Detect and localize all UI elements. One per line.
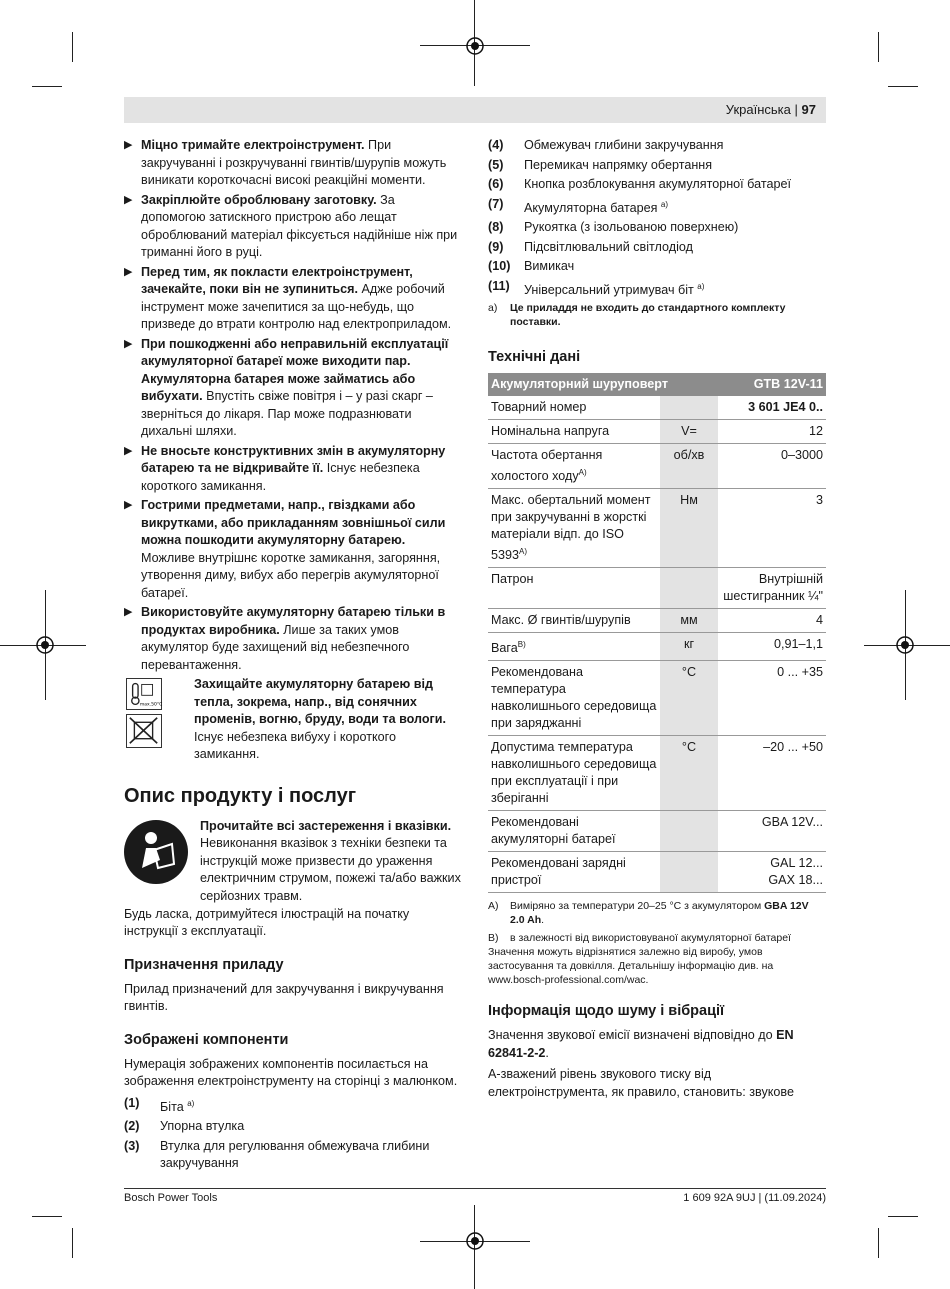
- bullet-text: Впустіть свіже повітря і – у разі скарг – зверніться до лікаря. Пар може подразнювати дихальні шляхи.: [141, 389, 433, 438]
- warning-bullet: [124, 264, 462, 334]
- no-water-icon: [126, 714, 162, 748]
- right-column: [488, 137, 826, 1105]
- component-label-text: Біта: [160, 1099, 184, 1114]
- row-unit: Нм: [660, 489, 718, 568]
- footer-rule: [124, 1188, 826, 1189]
- footnote-key: A): [488, 900, 499, 912]
- row-label-text: Рекомендована температура навколишнього середовища при заряджанні: [491, 665, 657, 730]
- page-number: 97: [801, 102, 816, 117]
- crop-mark: [878, 32, 879, 62]
- row-unit: мм: [660, 609, 718, 633]
- row-unit: °C: [660, 736, 718, 811]
- row-unit: об/хв: [660, 444, 718, 489]
- component-label: [524, 176, 791, 194]
- footnote-text: Виміряно за температури 20–25 °C з акумулятором: [510, 900, 765, 912]
- component-number: (11): [488, 278, 510, 293]
- page-header: [124, 97, 826, 123]
- noise-text-end: .: [545, 1045, 549, 1060]
- component-number: (3): [124, 1138, 140, 1153]
- header-label: [726, 102, 816, 117]
- footer-doc-id: 1 609 92A 9UJ | (11.09.2024): [683, 1192, 826, 1204]
- table-row: [488, 633, 826, 661]
- row-label: [488, 489, 660, 568]
- component-number: (5): [488, 157, 504, 172]
- bullet-text: Лише за таких умов акумулятор буде захищений від небезпечного перевантаження.: [141, 622, 410, 672]
- row-unit: [660, 568, 718, 609]
- footnote-key: a): [488, 302, 498, 314]
- arrow-icon: ▶: [124, 265, 133, 278]
- footnote-marker: A): [519, 547, 528, 556]
- component-label: [524, 137, 723, 155]
- component-label: [524, 219, 738, 237]
- footnote-marker: A): [578, 468, 587, 477]
- footnote-text: в залежності від використовуваної акумуляторної батареї: [510, 932, 791, 944]
- component-number: (9): [488, 239, 504, 254]
- component-label: [524, 196, 668, 218]
- row-label: [488, 811, 660, 852]
- row-label-text: Номінальна напруга: [491, 424, 610, 438]
- component-item: [488, 278, 826, 300]
- component-number: (2): [124, 1119, 140, 1133]
- component-label-text: Обмежувач глибини закручування: [524, 138, 724, 152]
- arrow-icon: ▶: [124, 337, 133, 350]
- row-label: [488, 420, 660, 444]
- row-label: [488, 736, 660, 811]
- table-header-model: GTB 12V-11: [718, 373, 826, 396]
- noise-text: Значення звукової емісії визначені відповідно до: [488, 1028, 777, 1042]
- component-label: [160, 1095, 194, 1117]
- bullet-text: При закручуванні і розкручуванні гвинтів/шурупів можуть виникати короткочасні високі реакційні моменти.: [141, 138, 447, 187]
- row-label-text: Макс. обертальний момент при закручуванні в жорсткі матеріали відп. до ISO 5393: [491, 493, 651, 562]
- component-label-text: Вимикач: [524, 259, 575, 273]
- table-row: [488, 489, 826, 568]
- bullet-text: Адже робочий інструмент може зачепитися за що-небудь, що призведе до втрати контролю над електроприладом.: [141, 282, 452, 331]
- bullet-bold: Перед тим, як покласти електроінструмент, зачекайте, поки він не зупиниться.: [141, 264, 413, 296]
- row-value: GBA 12V...: [718, 811, 826, 852]
- footnote-text: Це приладдя не входить до стандартного комплекту поставки.: [510, 302, 786, 328]
- warning-bullet: [124, 137, 462, 190]
- row-value: Внутрішній шестигранник ¼": [718, 568, 826, 609]
- crop-mark: [32, 86, 62, 87]
- read-instructions-block: [124, 818, 462, 906]
- noise-title: Інформація щодо шуму і вібрації: [488, 1003, 725, 1019]
- row-label: [488, 633, 660, 661]
- tech-data-table: [488, 373, 826, 893]
- component-label-text: Втулка для регулювання обмежувача глибини закручування: [160, 1138, 430, 1170]
- noise-text-1: [488, 1027, 826, 1062]
- bullet-bold: Гострими предметами, напр., гвіздками або викрутками, або прикладанням зовнішньої сили можна пошкодити акумуляторну батарею.: [141, 498, 446, 547]
- registration-mark-icon: [34, 634, 56, 656]
- components-intro: Нумерація зображених компонентів посилається на зображення електроінструменту на сторінці з малюнком.: [124, 1056, 458, 1088]
- component-number: (10): [488, 259, 511, 273]
- row-value: 4: [718, 609, 826, 633]
- table-footnotes: [488, 899, 826, 987]
- crop-mark: [72, 32, 73, 62]
- illustration-note: Будь ласка, дотримуйтеся ілюстрацій на початку інструкції з експлуатації.: [124, 906, 410, 938]
- table-header-label: Акумуляторний шуруповерт: [488, 373, 718, 396]
- row-label: [488, 444, 660, 489]
- row-label: [488, 609, 660, 633]
- left-column: [124, 137, 462, 1175]
- noise-standard: EN 62841-2-2: [488, 1028, 794, 1060]
- component-number: (4): [488, 138, 504, 152]
- footnote-marker: B): [517, 640, 526, 649]
- row-value: –20 ... +50: [718, 736, 826, 811]
- footnote-marker: a): [697, 281, 705, 291]
- component-label-text: Упорна втулка: [160, 1119, 245, 1133]
- bullet-bold: Закріплюйте оброблювану заготовку.: [141, 192, 377, 207]
- arrow-icon: ▶: [124, 444, 133, 457]
- row-label: [488, 396, 660, 420]
- table-footnote-a: [488, 899, 826, 927]
- row-value: 3 601 JE4 0..: [718, 396, 826, 420]
- footnote-battery: GBA 12V 2.0 Ah: [510, 900, 809, 926]
- warning-bullet: [124, 604, 462, 674]
- bullet-text: За допомогою затискного пристрою або лещат оброблюваний матеріал фіксується надійніше ніж при триманні його в руці.: [141, 192, 458, 259]
- read-bold: Прочитайте всі застереження і вказівки.: [200, 818, 452, 833]
- row-label: [488, 661, 660, 736]
- purpose-title: Призначення приладу: [124, 956, 284, 973]
- warning-bullet: [124, 497, 462, 602]
- bullet-text: Можливе внутрішнє коротке замикання, загоряння, утворення диму, вибух або перегрів акумуляторної батареї.: [141, 550, 441, 600]
- thermometer-icon: [126, 678, 162, 710]
- row-value: 3: [718, 489, 826, 568]
- component-label: [160, 1138, 462, 1173]
- component-number: (6): [488, 177, 504, 191]
- component-number: (8): [488, 220, 504, 234]
- arrow-icon: ▶: [124, 499, 133, 511]
- row-label: [488, 568, 660, 609]
- component-label-text: Акумуляторна батарея: [524, 200, 658, 215]
- row-label: [488, 852, 660, 893]
- table-row: [488, 396, 826, 420]
- component-item: [488, 219, 826, 237]
- component-item: [488, 239, 826, 257]
- table-footnote-b: [488, 931, 826, 945]
- component-number: (1): [124, 1095, 140, 1110]
- table-row: [488, 661, 826, 736]
- header-separator: |: [794, 102, 798, 117]
- warning-bullet: [124, 192, 462, 262]
- arrow-icon: ▶: [124, 606, 133, 618]
- table-row: [488, 852, 826, 893]
- components-title: Зображені компоненти: [124, 1031, 289, 1048]
- row-label-text: Рекомендовані зарядні пристрої: [491, 856, 626, 887]
- arrow-icon: ▶: [124, 139, 133, 151]
- section-title: Опис продукту і послуг: [124, 784, 357, 807]
- row-label-text: Товарний номер: [491, 400, 587, 414]
- tech-data-title: Технічні дані: [488, 349, 581, 365]
- component-item: [488, 157, 826, 175]
- registration-mark-icon: [464, 1230, 486, 1252]
- components-footnote: [488, 301, 826, 329]
- crop-mark: [72, 1228, 73, 1258]
- footnote-marker: a): [660, 199, 669, 209]
- read-text: Невиконання вказівок з техніки безпеки та інструкцій може призвести до ураження електричним струмом, пожежі та/або важких серйозних травм.: [200, 836, 461, 903]
- component-label: [524, 278, 704, 300]
- noise-text-2: А-зважений рівень звукового тиску від електроінструмента, як правило, становить: звукове: [488, 1067, 794, 1099]
- row-unit: °C: [660, 661, 718, 736]
- row-label-text: Частота обертання холостого ходу: [491, 448, 603, 483]
- row-value: GAL 12... GAX 18...: [718, 852, 826, 893]
- component-label-text: Універсальний утримувач біт: [524, 282, 694, 297]
- bullet-text: Існує небезпека короткого замикання.: [141, 461, 420, 493]
- bullet-bold: При пошкодженні або неправильній експлуатації акумуляторної батареї може виходити пар. Акумуляторна батарея може займатись або вибухати.: [141, 336, 449, 403]
- warning-bullet: [124, 443, 462, 496]
- table-row: [488, 736, 826, 811]
- crop-mark: [888, 86, 918, 87]
- warning-bold: Захищайте акумуляторну батарею від тепла, зокрема, напр., від сонячних променів, вогню, бруду, води та вологи.: [194, 677, 447, 726]
- row-unit: V=: [660, 420, 718, 444]
- footer-brand: Bosch Power Tools: [124, 1192, 218, 1204]
- arrow-icon: ▶: [124, 193, 133, 206]
- purpose-text: Прилад призначений для закручування і викручування гвинтів.: [124, 981, 444, 1013]
- component-item: [124, 1095, 462, 1117]
- warning-bullet: [124, 336, 462, 441]
- row-label-text: Макс. Ø гвинтів/шурупів: [491, 613, 631, 627]
- row-label-text: Рекомендовані акумуляторні батареї: [491, 815, 616, 846]
- row-label-text: Вага: [491, 641, 518, 655]
- table-row: [488, 420, 826, 444]
- component-label: [160, 1118, 244, 1136]
- row-value: 12: [718, 420, 826, 444]
- table-row: [488, 568, 826, 609]
- component-label: [524, 239, 693, 257]
- component-label-text: Підсвітлювальний світлодіод: [524, 239, 693, 254]
- registration-mark-icon: [464, 35, 486, 57]
- row-unit: [660, 811, 718, 852]
- component-label: [524, 258, 574, 276]
- bullet-bold: Використовуйте акумуляторну батарею тільки в продуктах виробника.: [141, 605, 446, 637]
- table-row: [488, 444, 826, 489]
- crop-mark: [888, 1216, 918, 1217]
- read-manual-icon: [124, 820, 188, 884]
- table-note: Значення можуть відрізнятися залежно від виробу, умов застосування та довкілля. Детальнішу інформацію див. на www.bosch-professional.com/wac.: [488, 946, 774, 986]
- component-item: [124, 1118, 462, 1136]
- component-number: (7): [488, 196, 504, 211]
- row-unit: кг: [660, 633, 718, 661]
- row-value: 0 ... +35: [718, 661, 826, 736]
- row-value: 0,91–1,1: [718, 633, 826, 661]
- row-label-text: Патрон: [491, 572, 534, 586]
- crop-mark: [878, 1228, 879, 1258]
- battery-warning: [124, 676, 462, 764]
- component-label: [524, 157, 712, 175]
- table-row: [488, 609, 826, 633]
- bullet-bold: Не вносьте конструктивних змін в акумуляторну батарею та не відкривайте її.: [141, 443, 446, 475]
- component-item: [488, 137, 826, 155]
- crop-mark: [32, 1216, 62, 1217]
- component-item: [488, 258, 826, 276]
- component-item: [124, 1138, 462, 1173]
- component-item: [488, 196, 826, 218]
- component-label-text: Кнопка розблокування акумуляторної батареї: [524, 177, 791, 191]
- header-language: Українська: [725, 102, 791, 117]
- component-label-text: Рукоятка (з ізольованою поверхнею): [524, 220, 739, 234]
- warning-text: Існує небезпека вибуху і короткого замикання.: [194, 729, 396, 761]
- bullet-bold: Міцно тримайте електроінструмент.: [141, 138, 365, 152]
- footnote-end: .: [541, 914, 545, 926]
- svg-text:max.50°C: max.50°C: [139, 702, 163, 708]
- footnote-key: B): [488, 932, 499, 944]
- registration-mark-icon: [894, 634, 916, 656]
- table-row: [488, 811, 826, 852]
- footnote-marker: a): [187, 1098, 195, 1108]
- row-value: 0–3000: [718, 444, 826, 489]
- component-label-text: Перемикач напрямку обертання: [524, 157, 713, 172]
- row-unit: [660, 396, 718, 420]
- row-label-text: Допустима температура навколишнього середовища при експлуатації і при зберіганні: [491, 740, 657, 805]
- component-item: [488, 176, 826, 194]
- row-unit: [660, 852, 718, 893]
